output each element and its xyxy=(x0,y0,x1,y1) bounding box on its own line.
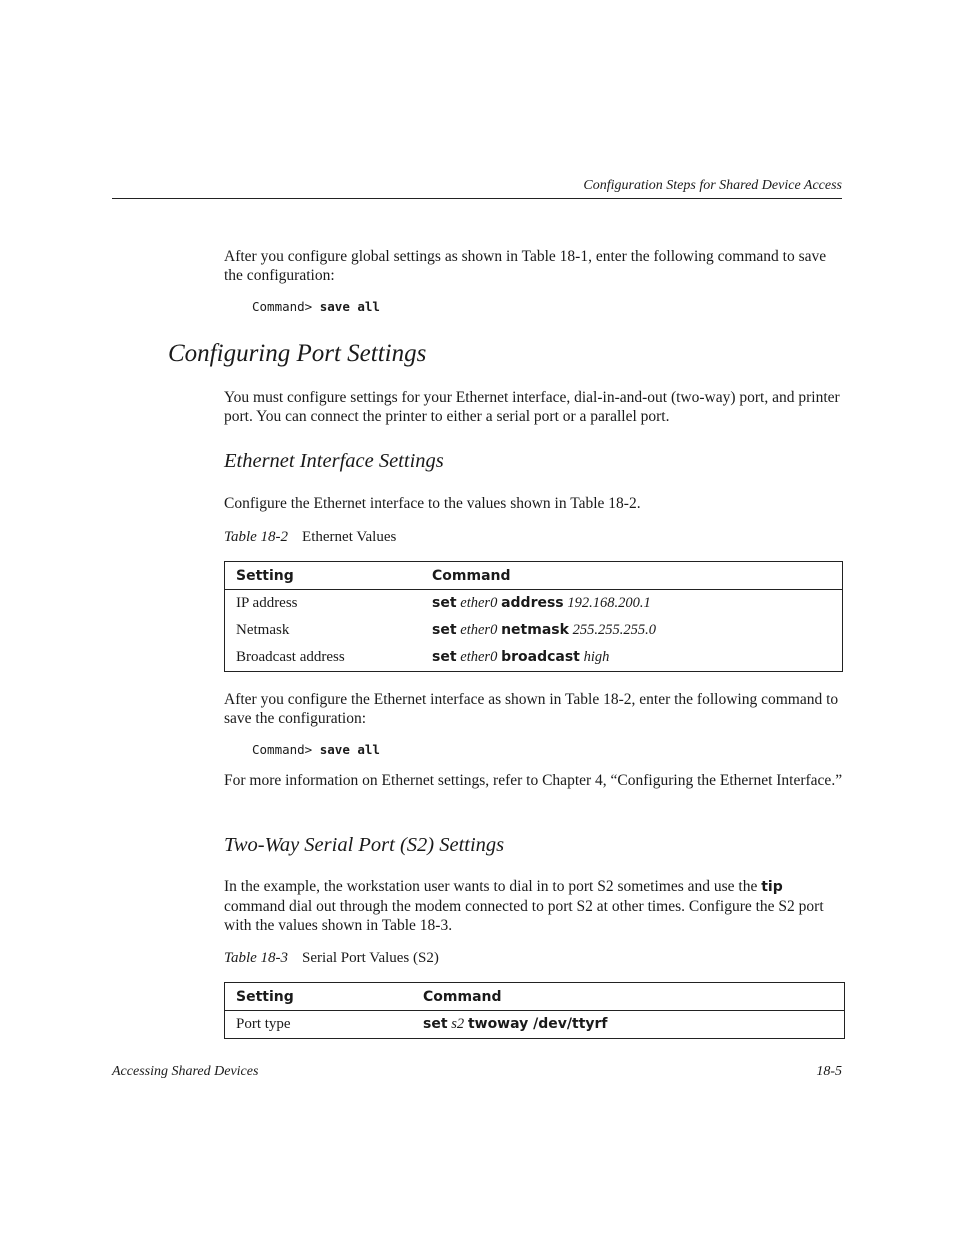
setting-cell: IP address xyxy=(236,595,298,611)
command-text: save all xyxy=(319,742,380,757)
command-cell xyxy=(421,617,843,644)
table-row xyxy=(225,1011,845,1039)
footer-page-number: 18-5 xyxy=(816,1064,842,1079)
cmd-value: high xyxy=(583,649,610,665)
table-row xyxy=(225,617,843,644)
serial-values-table xyxy=(224,982,845,1039)
table-number: Table 18-2 xyxy=(224,529,289,545)
column-header-command: Command xyxy=(421,562,843,590)
table-caption: Ethernet Values xyxy=(302,529,397,545)
setting-cell: Port type xyxy=(236,1016,291,1032)
cmd-keyword: set xyxy=(432,595,457,611)
cmd-value: 192.168.200.1 xyxy=(567,595,651,611)
cmd-parameter: twoway /dev/ttyrf xyxy=(467,1016,608,1032)
section-title: Configuring Port Settings xyxy=(168,340,427,367)
cmd-interface: s2 xyxy=(451,1016,465,1032)
serial-intro-text: In the example, the workstation user wants to dial in to port S2 sometimes and use the xyxy=(224,878,758,895)
table-row xyxy=(225,590,843,618)
cmd-value: 255.255.255.0 xyxy=(572,622,657,638)
cmd-keyword: set xyxy=(423,1016,448,1032)
table-18-2-caption xyxy=(224,529,396,546)
cmd-keyword: set xyxy=(432,622,457,638)
cmd-interface: ether0 xyxy=(460,622,498,638)
command-prompt: Command> xyxy=(252,299,313,314)
cmd-interface: ether0 xyxy=(460,595,498,611)
column-header-setting: Setting xyxy=(225,562,422,590)
ethernet-values-table xyxy=(224,561,843,672)
column-header-setting: Setting xyxy=(225,983,413,1011)
serial-intro-text: command dial out through the modem connected to port S2 at other times. Configure the S2 port with the values shown in Table 18-3. xyxy=(224,898,824,934)
intro-paragraph: After you configure global settings as shown in Table 18-1, enter the following command to save the configuration: xyxy=(224,248,827,284)
table-header-row xyxy=(225,562,843,590)
command-text: save all xyxy=(319,299,380,314)
setting-cell: Netmask xyxy=(236,622,290,638)
table-caption: Serial Port Values (S2) xyxy=(302,950,439,966)
command-cell xyxy=(421,590,843,618)
ethernet-intro: Configure the Ethernet interface to the values shown in Table 18-2. xyxy=(224,495,641,512)
serial-intro xyxy=(224,877,844,935)
table-row xyxy=(225,644,843,672)
column-header-command: Command xyxy=(412,983,845,1011)
command-cell xyxy=(421,644,843,672)
footer-book-title: Accessing Shared Devices xyxy=(112,1064,259,1079)
save-command-2 xyxy=(252,742,380,757)
serial-heading: Two-Way Serial Port (S2) Settings xyxy=(224,834,505,856)
ethernet-more-info: For more information on Ethernet settings, refer to Chapter 4, “Configuring the Ethernet Interface.” xyxy=(224,772,843,789)
table-18-3-caption xyxy=(224,950,439,967)
table-header-row xyxy=(225,983,845,1011)
cmd-parameter: netmask xyxy=(501,622,569,638)
command-cell xyxy=(412,1011,845,1039)
tip-command: tip xyxy=(761,879,783,895)
save-command-1 xyxy=(252,299,380,314)
table-number: Table 18-3 xyxy=(224,950,289,966)
cmd-parameter: address xyxy=(501,595,564,611)
header-rule xyxy=(112,198,842,199)
section-intro: You must configure settings for your Ethernet interface, dial-in-and-out (two-way) port, and printer port. You can connect the printer to either a serial port or a parallel port. xyxy=(224,389,840,425)
ethernet-after-paragraph: After you configure the Ethernet interface as shown in Table 18-2, enter the following command to save the configuration: xyxy=(224,691,839,727)
cmd-parameter: broadcast xyxy=(501,649,580,665)
cmd-interface: ether0 xyxy=(460,649,498,665)
command-prompt: Command> xyxy=(252,742,313,757)
ethernet-heading: Ethernet Interface Settings xyxy=(224,450,444,472)
cmd-keyword: set xyxy=(432,649,457,665)
setting-cell: Broadcast address xyxy=(236,649,345,665)
running-header: Configuration Steps for Shared Device Access xyxy=(583,178,842,193)
